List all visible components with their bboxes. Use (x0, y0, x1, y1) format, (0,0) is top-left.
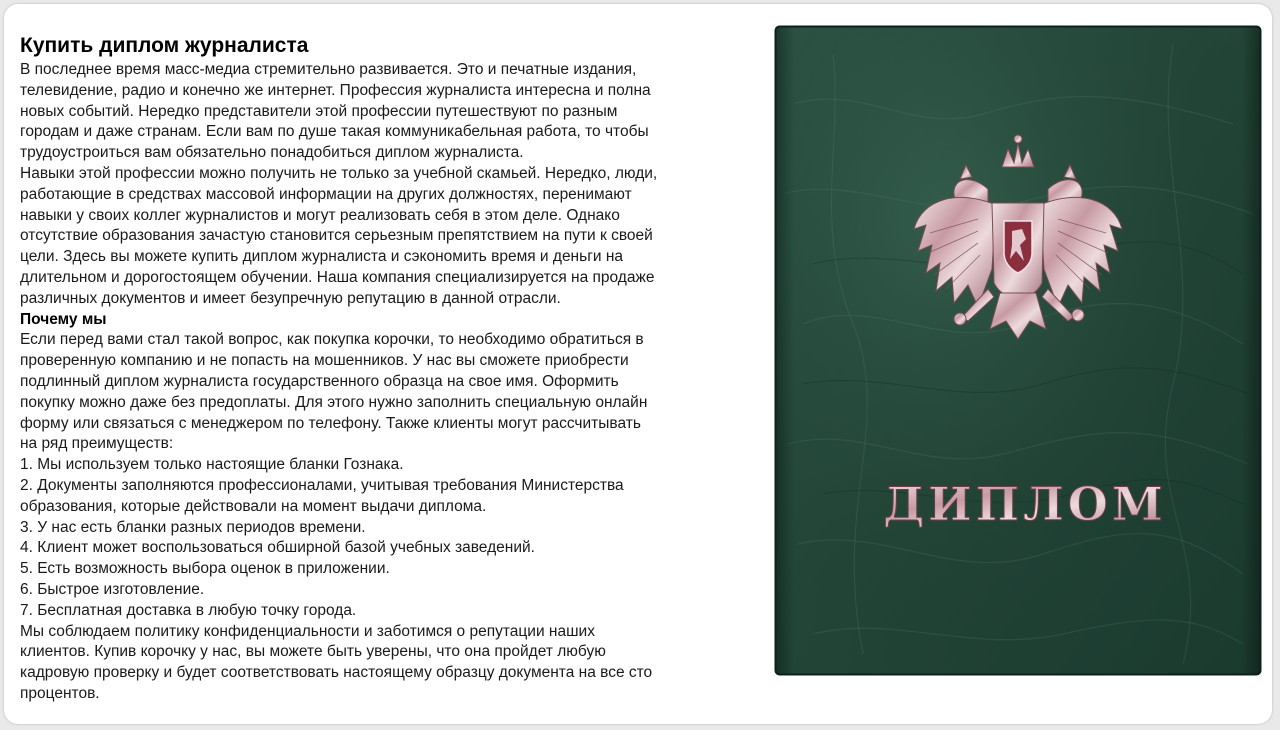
list-item: 5. Есть возможность выбора оценок в приложении. (20, 560, 390, 578)
why-paragraph: Если перед вами стал такой вопрос, как покупка корочки, то необходимо обратиться в проверенную компанию и не попасть на мошенников. У нас вы сможете приобрести подлинный диплом журналиста государственного образца на свое имя. Оформить покупку можно даже без предоплаты. Для этого нужно заполнить специальную онлайн форму или связаться с менеджером по телефону. Также клиенты могут рассчитывать на ряд преимуществ: (20, 331, 648, 453)
list-item: 4. Клиент может воспользоваться обширной базой учебных заведений. (20, 539, 535, 557)
page-card (4, 4, 1272, 724)
list-item: 6. Быстрое изготовление. (20, 580, 205, 598)
cover-label (883, 477, 1166, 531)
list-item: 1. Мы используем только настоящие бланки Гознака. (20, 456, 404, 474)
section-heading-why-us: Почему мы (20, 310, 107, 328)
closing-paragraph: Мы соблюдаем политику конфиденциальности и заботимся о репутации наших клиентов. Купив корочку у нас, вы можете быть уверены, что она пройдет любую кадровую проверку и будет соответствовать настоящему образцу документа на все сто процентов. (20, 622, 653, 702)
diploma-cover-image (773, 24, 1263, 677)
cover-background (775, 26, 1261, 675)
second-paragraph: Навыки этой профессии можно получить не только за учебной скамьей. Нередко, люди, работающие в средствах массовой информации на других должностях, перенимают навыки у своих коллег журналистов и могут реализовать себя в этом деле. Однако отсутствие образования зачастую становится серьезным препятствием на пути к своей цели. Здесь вы можете купить диплом журналиста и сэкономить время и деньги на длительном и дорогостоящем обучении. Наша компания специализируется на продаже различных документов и имеет безупречную репутацию в данной отрасли. (20, 164, 658, 307)
cover-label-text: ДИПЛОМ (883, 477, 1167, 531)
list-item: 3. У нас есть бланки разных периодов времени. (20, 518, 366, 536)
advantages-list (20, 455, 760, 621)
list-item: 2. Документы заполняются профессионалами, учитывая требования Министерства образования, которые действовали на момент выдачи диплома. (20, 476, 624, 515)
page-title: Купить диплом журналиста (20, 34, 309, 57)
list-item: 7. Бесплатная доставка в любую точку города. (20, 601, 357, 619)
intro-paragraph: В последнее время масс-медиа стремительно развивается. Это и печатные издания, телевидение, радио и конечно же интернет. Профессия журналиста интересна и полна новых событий. Нередко представители этой профессии путешествуют по разным городам и даже странам. Если вам по душе такая коммуникабельная работа, то чтобы трудоустроиться вам обязательно понадобиться диплом журналиста. (20, 61, 651, 162)
article (20, 32, 760, 705)
